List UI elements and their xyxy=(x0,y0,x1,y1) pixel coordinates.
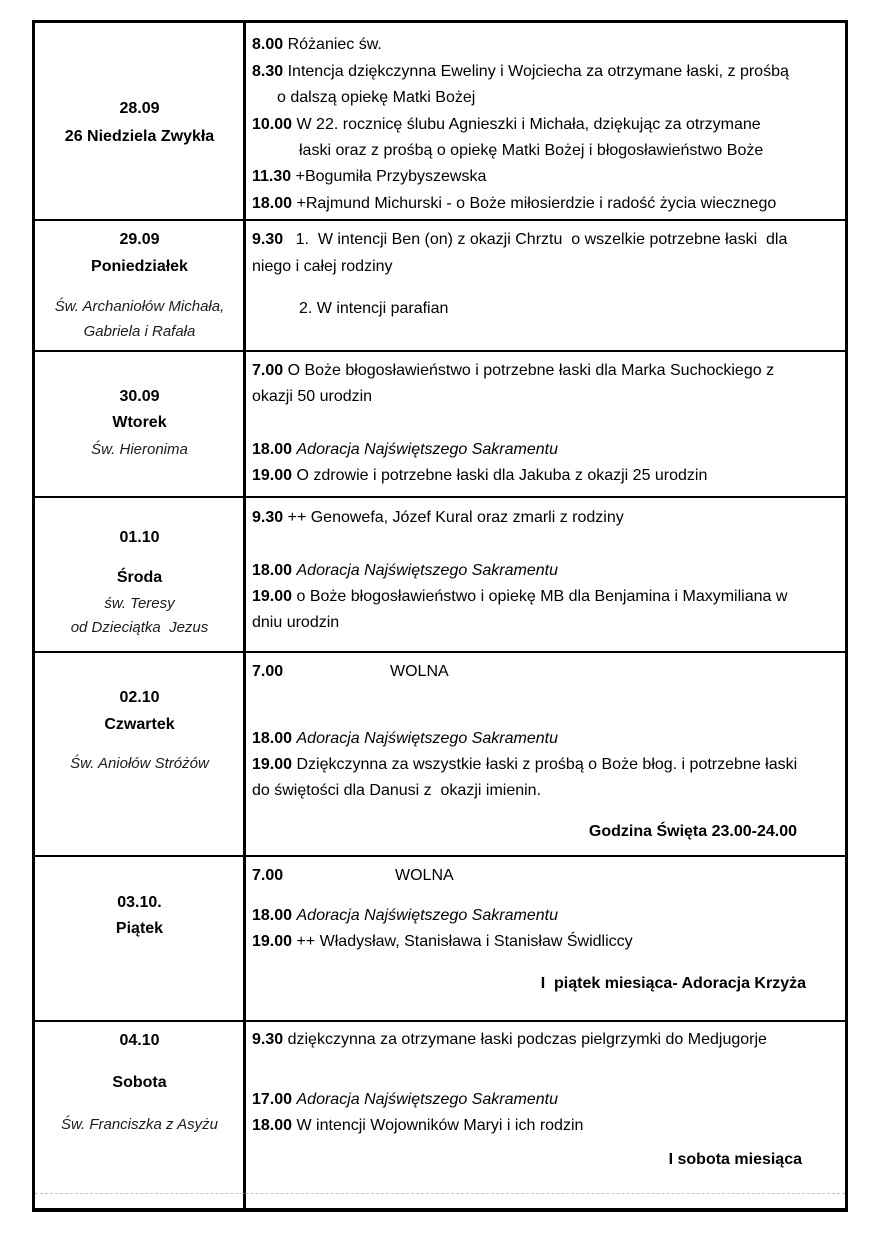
mass-entry xyxy=(252,866,454,886)
mass-intention: ++ Władysław, Stanisława i Stanisław Świdliccy xyxy=(296,933,633,950)
day-date: 01.10 xyxy=(119,529,160,546)
mass-entry xyxy=(252,755,797,775)
mass-intention: dziękczynna za otrzymane łaski podczas pielgrzymki do Medjugorje xyxy=(287,1031,767,1048)
mass-time: 7.00 xyxy=(252,362,284,379)
saint-name: Gabriela i Rafała xyxy=(83,323,196,340)
mass-entry xyxy=(252,906,558,926)
mass-time: 11.30 xyxy=(252,168,292,185)
mass-time: 19.00 xyxy=(252,588,293,605)
mass-entry xyxy=(252,194,776,214)
mass-free-label: WOLNA xyxy=(390,663,449,680)
mass-intention: O zdrowie i potrzebne łaski dla Jakuba z okazji 25 urodzin xyxy=(296,467,708,484)
mass-intention: Różaniec św. xyxy=(287,36,382,53)
mass-entry xyxy=(252,115,761,135)
mass-entry xyxy=(252,1116,583,1136)
mass-entry xyxy=(252,587,787,607)
continuation-line: okazji 50 urodzin xyxy=(252,388,373,405)
day-name: Sobota xyxy=(112,1074,167,1091)
mass-time: 8.30 xyxy=(252,63,284,80)
day-name: Środa xyxy=(116,569,163,586)
continuation-line: o dalszą opiekę Matki Bożej xyxy=(277,89,476,106)
mass-time: 7.00 xyxy=(252,867,284,884)
continuation-line: do świętości dla Danusi z okazji imienin. xyxy=(252,782,542,799)
mass-time: 18.00 xyxy=(252,195,293,212)
day-note: I sobota miesiąca xyxy=(668,1151,802,1168)
mass-entry xyxy=(252,167,486,187)
mass-time: 18.00 xyxy=(252,562,293,579)
mass-intention: Adoracja Najświętszego Sakramentu xyxy=(296,907,558,924)
day-note: Godzina Święta 23.00-24.00 xyxy=(588,823,797,840)
mass-free-label: WOLNA xyxy=(395,867,454,884)
mass-intention: o Boże błogosławieństwo i opiekę MB dla Benjamina i Maxymiliana w xyxy=(296,588,788,605)
mass-intention: Adoracja Najświętszego Sakramentu xyxy=(296,730,558,747)
mass-time: 9.30 xyxy=(252,1031,284,1048)
saint-name: Św. Franciszka z Asyżu xyxy=(61,1116,218,1133)
mass-time: 18.00 xyxy=(252,907,293,924)
continuation-line: niego i całej rodziny xyxy=(252,258,393,275)
continuation-line: łaski oraz z prośbą o opiekę Matki Bożej i błogosławieństwo Boże xyxy=(299,142,764,159)
mass-intention: Intencja dziękczynna Eweliny i Wojciecha za otrzymane łaski, z prośbą xyxy=(287,63,789,80)
mass-entry xyxy=(252,361,774,381)
row-divider xyxy=(32,219,848,221)
mass-intention: O Boże błogosławieństwo i potrzebne łaski dla Marka Suchockiego z xyxy=(287,362,775,379)
day-name: Piątek xyxy=(115,920,164,937)
mass-intention: W 22. rocznicę ślubu Agnieszki i Michała, dziękując za otrzymane xyxy=(296,116,761,133)
day-note: I piątek miesiąca- Adoracja Krzyża xyxy=(540,975,806,992)
saint-name: Św. Archaniołów Michała, xyxy=(54,298,225,315)
day-date: 29.09 xyxy=(119,231,160,248)
day-name: Czwartek xyxy=(104,716,175,733)
mass-time: 19.00 xyxy=(252,756,293,773)
mass-intention: +Rajmund Michurski - o Boże miłosierdzie i radość życia wiecznego xyxy=(296,195,777,212)
mass-time: 18.00 xyxy=(252,730,293,747)
saint-name: Św. Aniołów Stróżów xyxy=(70,755,209,772)
mass-entry xyxy=(252,1090,558,1110)
mass-entry xyxy=(252,35,382,55)
mass-time: 9.30 xyxy=(252,509,284,526)
mass-entry xyxy=(252,466,707,486)
row-divider xyxy=(32,855,848,857)
day-date: 02.10 xyxy=(119,689,160,706)
row-divider xyxy=(32,651,848,653)
mass-entry xyxy=(252,932,633,952)
mass-intention: +Bogumiła Przybyszewska xyxy=(295,168,487,185)
day-name: Poniedziałek xyxy=(91,258,188,275)
mass-time: 10.00 xyxy=(252,116,293,133)
mass-time: 19.00 xyxy=(252,933,293,950)
mass-intention: W intencji Wojowników Maryi i ich rodzin xyxy=(296,1117,584,1134)
saint-name: Św. Hieronima xyxy=(91,441,188,458)
mass-entry xyxy=(252,561,558,581)
day-name: Wtorek xyxy=(112,414,167,431)
mass-time: 9.30 xyxy=(252,231,284,248)
mass-entry xyxy=(252,440,558,460)
mass-time: 17.00 xyxy=(252,1091,293,1108)
mass-intention: Adoracja Najświętszego Sakramentu xyxy=(296,441,558,458)
day-date: 03.10. xyxy=(117,894,162,911)
mass-time: 8.00 xyxy=(252,36,284,53)
row-divider xyxy=(32,350,848,352)
mass-entry xyxy=(252,729,558,749)
mass-intention: Adoracja Najświętszego Sakramentu xyxy=(296,1091,558,1108)
mass-entry: 2. W intencji parafian xyxy=(299,300,449,317)
mass-time: 18.00 xyxy=(252,441,293,458)
mass-entry xyxy=(252,62,789,82)
mass-intention: Adoracja Najświętszego Sakramentu xyxy=(296,562,558,579)
mass-time: 7.00 xyxy=(252,663,284,680)
continuation-line: dniu urodzin xyxy=(252,614,340,631)
day-date: 04.10 xyxy=(119,1032,160,1049)
day-name: 26 Niedziela Zwykła xyxy=(64,128,215,145)
row-divider xyxy=(32,1020,848,1022)
day-date: 28.09 xyxy=(119,100,160,117)
mass-intention: Dziękczynna za wszystkie łaski z prośbą o Boże błog. i potrzebne łaski xyxy=(296,756,798,773)
mass-entry xyxy=(252,662,449,682)
day-date: 30.09 xyxy=(119,388,160,405)
mass-entry xyxy=(252,508,624,528)
page-break-line xyxy=(35,1193,845,1194)
mass-time: 18.00 xyxy=(252,1117,293,1134)
mass-intention: ++ Genowefa, Józef Kural oraz zmarli z rodziny xyxy=(287,509,624,526)
mass-time: 19.00 xyxy=(252,467,293,484)
mass-entry xyxy=(252,1030,767,1050)
saint-name: św. Teresy xyxy=(104,595,175,612)
row-divider xyxy=(32,496,848,498)
mass-intention: 1. W intencji Ben (on) z okazji Chrztu o wszelkie potrzebne łaski dla xyxy=(295,231,788,248)
saint-name: od Dzieciątka Jezus xyxy=(70,619,209,636)
mass-entry xyxy=(252,230,787,250)
